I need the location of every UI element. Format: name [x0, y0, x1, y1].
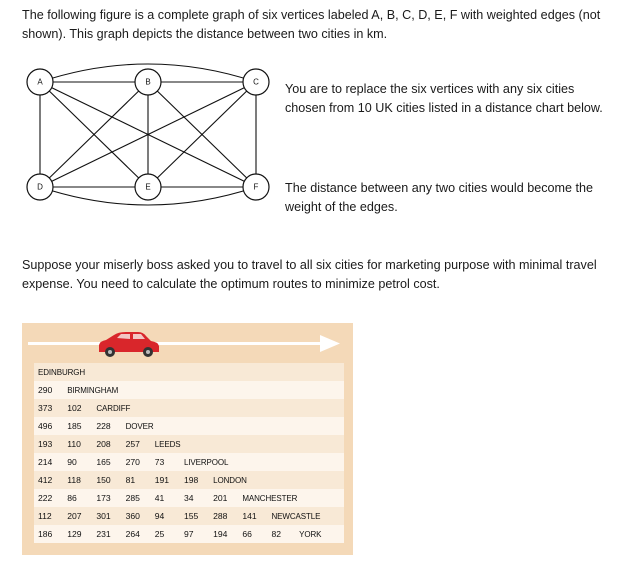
car-icon — [99, 332, 159, 357]
distance-cell: 214 — [34, 453, 63, 471]
city-label: EDINBURGH — [34, 363, 344, 381]
distance-cell: 270 — [122, 453, 151, 471]
vertex-A — [27, 69, 53, 95]
distance-cell: 257 — [122, 435, 151, 453]
distance-cell: 81 — [122, 471, 151, 489]
distance-cell: 110 — [63, 435, 92, 453]
distance-cell: 66 — [238, 525, 267, 543]
distance-cell: 73 — [151, 453, 180, 471]
distance-cell: 90 — [63, 453, 92, 471]
distance-cell: 412 — [34, 471, 63, 489]
vertex-D — [27, 174, 53, 200]
distance-cell: 41 — [151, 489, 180, 507]
distance-cell: 34 — [180, 489, 209, 507]
boss-task-paragraph: Suppose your miserly boss asked you to travel to all six cities for marketing purpose with minimal travel expense. You need to calculate the optimum routes to minimize petrol cost. — [22, 258, 597, 291]
distance-cell: 194 — [209, 525, 238, 543]
distance-cell: 185 — [63, 417, 92, 435]
distance-cell: 186 — [34, 525, 63, 543]
road-banner — [22, 323, 353, 368]
distance-cell: 301 — [92, 507, 121, 525]
distance-cell: 94 — [151, 507, 180, 525]
city-label: MANCHESTER — [238, 489, 344, 507]
distance-cell: 228 — [92, 417, 121, 435]
vertex-F — [243, 174, 269, 200]
arrow-icon — [28, 335, 340, 352]
distance-row — [34, 471, 344, 489]
distance-cell: 118 — [63, 471, 92, 489]
city-label: CARDIFF — [92, 399, 344, 417]
distance-cell: 155 — [180, 507, 209, 525]
distance-cell: 222 — [34, 489, 63, 507]
distance-cell: 231 — [92, 525, 121, 543]
distance-cell: 25 — [151, 525, 180, 543]
distance-cell: 207 — [63, 507, 92, 525]
city-label: YORK — [295, 525, 344, 543]
intro-paragraph: The following figure is a complete graph of six vertices labeled A, B, C, D, E, F with weighted edges (not shown). This graph depicts the distance between two cities in km. — [22, 8, 601, 41]
distance-row — [34, 363, 344, 381]
distance-row — [34, 435, 344, 453]
edge-weight-paragraph: The distance between any two cities would become the weight of the edges. — [285, 181, 594, 214]
distance-cell: 496 — [34, 417, 63, 435]
city-label: NEWCASTLE — [268, 507, 345, 525]
uk-distance-chart — [22, 323, 353, 555]
city-label: LEEDS — [151, 435, 344, 453]
distance-cell: 150 — [92, 471, 121, 489]
distance-cell: 173 — [92, 489, 121, 507]
distance-cell: 191 — [151, 471, 180, 489]
vertex-label: A — [37, 77, 43, 87]
vertex-E — [135, 174, 161, 200]
distance-row — [34, 507, 344, 525]
city-label: DOVER — [122, 417, 344, 435]
distance-cell: 264 — [122, 525, 151, 543]
distance-cell: 198 — [180, 471, 209, 489]
vertex-C — [243, 69, 269, 95]
distance-row — [34, 417, 344, 435]
distance-cell: 102 — [63, 399, 92, 417]
replace-vertices-paragraph: You are to replace the six vertices with any six cities chosen from 10 UK cities listed in a distance chart below. — [285, 82, 603, 115]
distance-cell: 193 — [34, 435, 63, 453]
distance-cell: 208 — [92, 435, 121, 453]
vertex-label: D — [37, 182, 43, 192]
distance-row — [34, 489, 344, 507]
city-label: LONDON — [209, 471, 344, 489]
distance-cell: 97 — [180, 525, 209, 543]
distance-cell: 129 — [63, 525, 92, 543]
distance-cell: 360 — [122, 507, 151, 525]
distance-cell: 285 — [122, 489, 151, 507]
distance-cell: 86 — [63, 489, 92, 507]
distance-row — [34, 399, 344, 417]
distance-row — [34, 453, 344, 471]
vertex-label: B — [145, 77, 151, 87]
distance-table — [34, 363, 344, 543]
distance-row — [34, 525, 344, 543]
distance-cell: 112 — [34, 507, 63, 525]
complete-graph-k6 — [0, 0, 280, 240]
distance-cell: 141 — [238, 507, 267, 525]
distance-cell: 373 — [34, 399, 63, 417]
vertex-B — [135, 69, 161, 95]
distance-cell: 201 — [209, 489, 238, 507]
city-label: LIVERPOOL — [180, 453, 344, 471]
vertex-label: E — [145, 182, 151, 192]
distance-cell: 290 — [34, 381, 63, 399]
city-label: BIRMINGHAM — [63, 381, 344, 399]
distance-cell: 288 — [209, 507, 238, 525]
distance-cell: 82 — [268, 525, 296, 543]
vertex-label: C — [253, 77, 259, 87]
distance-cell: 165 — [92, 453, 121, 471]
distance-row — [34, 381, 344, 399]
vertex-label: F — [253, 182, 259, 192]
